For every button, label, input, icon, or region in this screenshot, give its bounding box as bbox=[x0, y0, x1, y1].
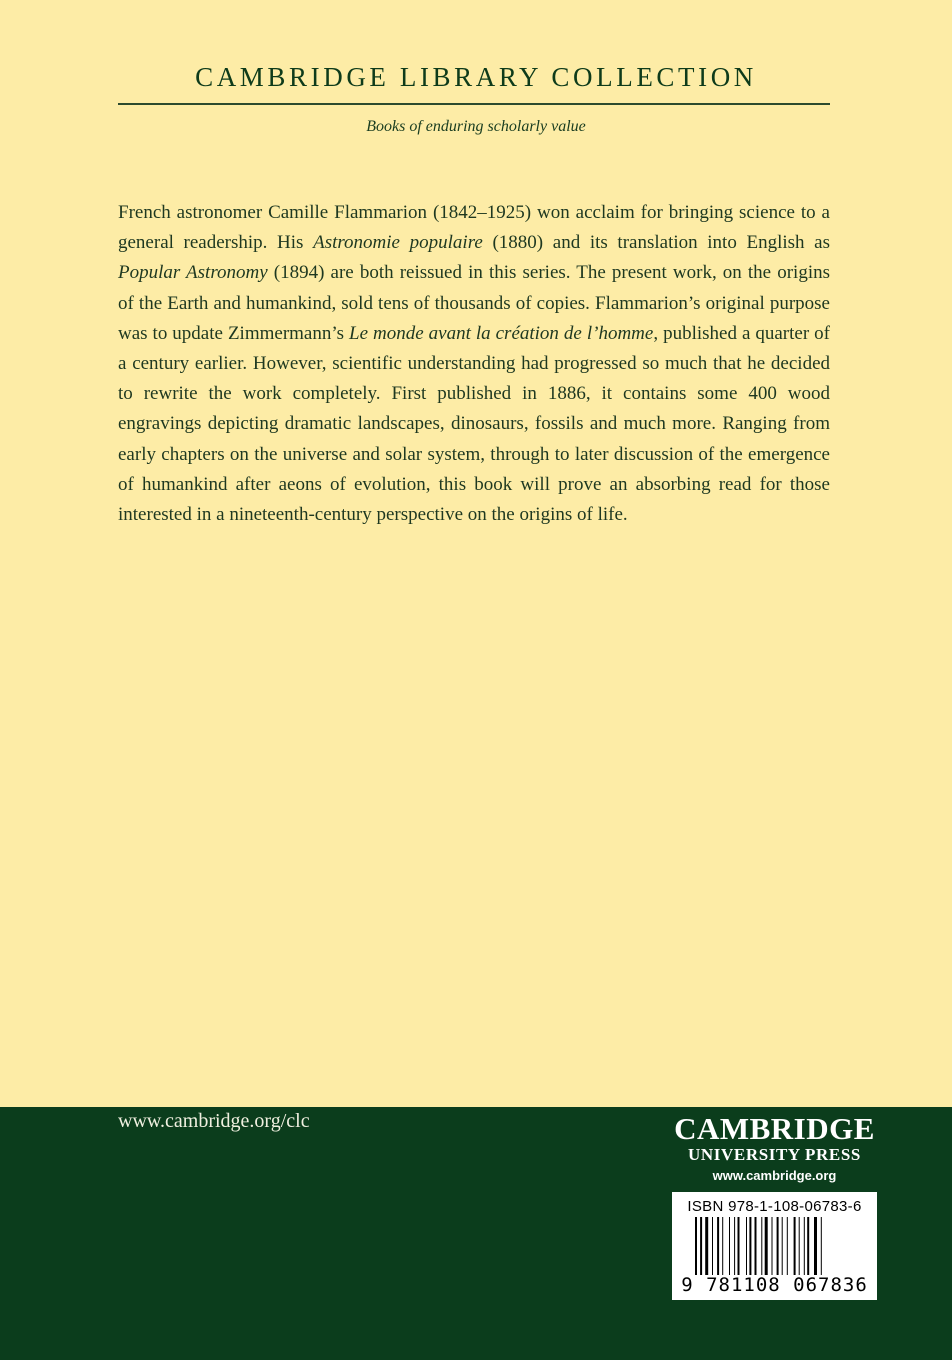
barcode-icon bbox=[695, 1217, 855, 1275]
isbn-label: ISBN 978-1-108-06783-6 bbox=[687, 1198, 862, 1215]
series-title: CAMBRIDGE LIBRARY COLLECTION bbox=[195, 62, 757, 92]
publisher-logo-name: CAMBRIDGE bbox=[674, 1111, 875, 1146]
description-text: French astronomer Camille Flammarion (1842–1925) won acclaim for bringing science to a general readership. His bbox=[118, 202, 830, 254]
ean-number: 9 781108 067836 bbox=[681, 1274, 868, 1296]
title-popular-astronomy: Popular Astronomy bbox=[118, 262, 268, 284]
description-text: (1894) are both reissued in this series. The present work, on the origins of the Earth and humankind, sold tens of thousands of copies. Flammarion’s original purpose was to update Zimmermann’s bbox=[118, 262, 830, 344]
title-astronomie-populaire: Astronomie populaire bbox=[313, 232, 483, 254]
book-description bbox=[118, 198, 830, 530]
title-le-monde: Le monde avant la création de l’homme bbox=[349, 322, 654, 344]
description-text: , published a quarter of a century earlier. However, scientific understanding had progressed so much that he decided to rewrite the work completely. First published in 1886, it contains some 400 wood engravings depicting dramatic landscapes, dinosaurs, fossils and much more. Ranging from early chapters on the universe and solar system, through to later discussion of the emergence of humankind after aeons of evolution, this book will prove an absorbing read for those interested in a nineteenth-century perspective on the origins of life. bbox=[118, 322, 830, 526]
publisher-logo-sub: UNIVERSITY PRESS bbox=[688, 1145, 861, 1164]
description-text: (1880) and its translation into English as bbox=[482, 232, 830, 254]
barcode-panel bbox=[672, 1192, 877, 1300]
publisher-url: www.cambridge.org bbox=[712, 1168, 837, 1183]
collection-url: www.cambridge.org/clc bbox=[118, 1110, 310, 1132]
series-tagline: Books of enduring scholarly value bbox=[366, 118, 586, 135]
header-rule bbox=[118, 103, 830, 105]
